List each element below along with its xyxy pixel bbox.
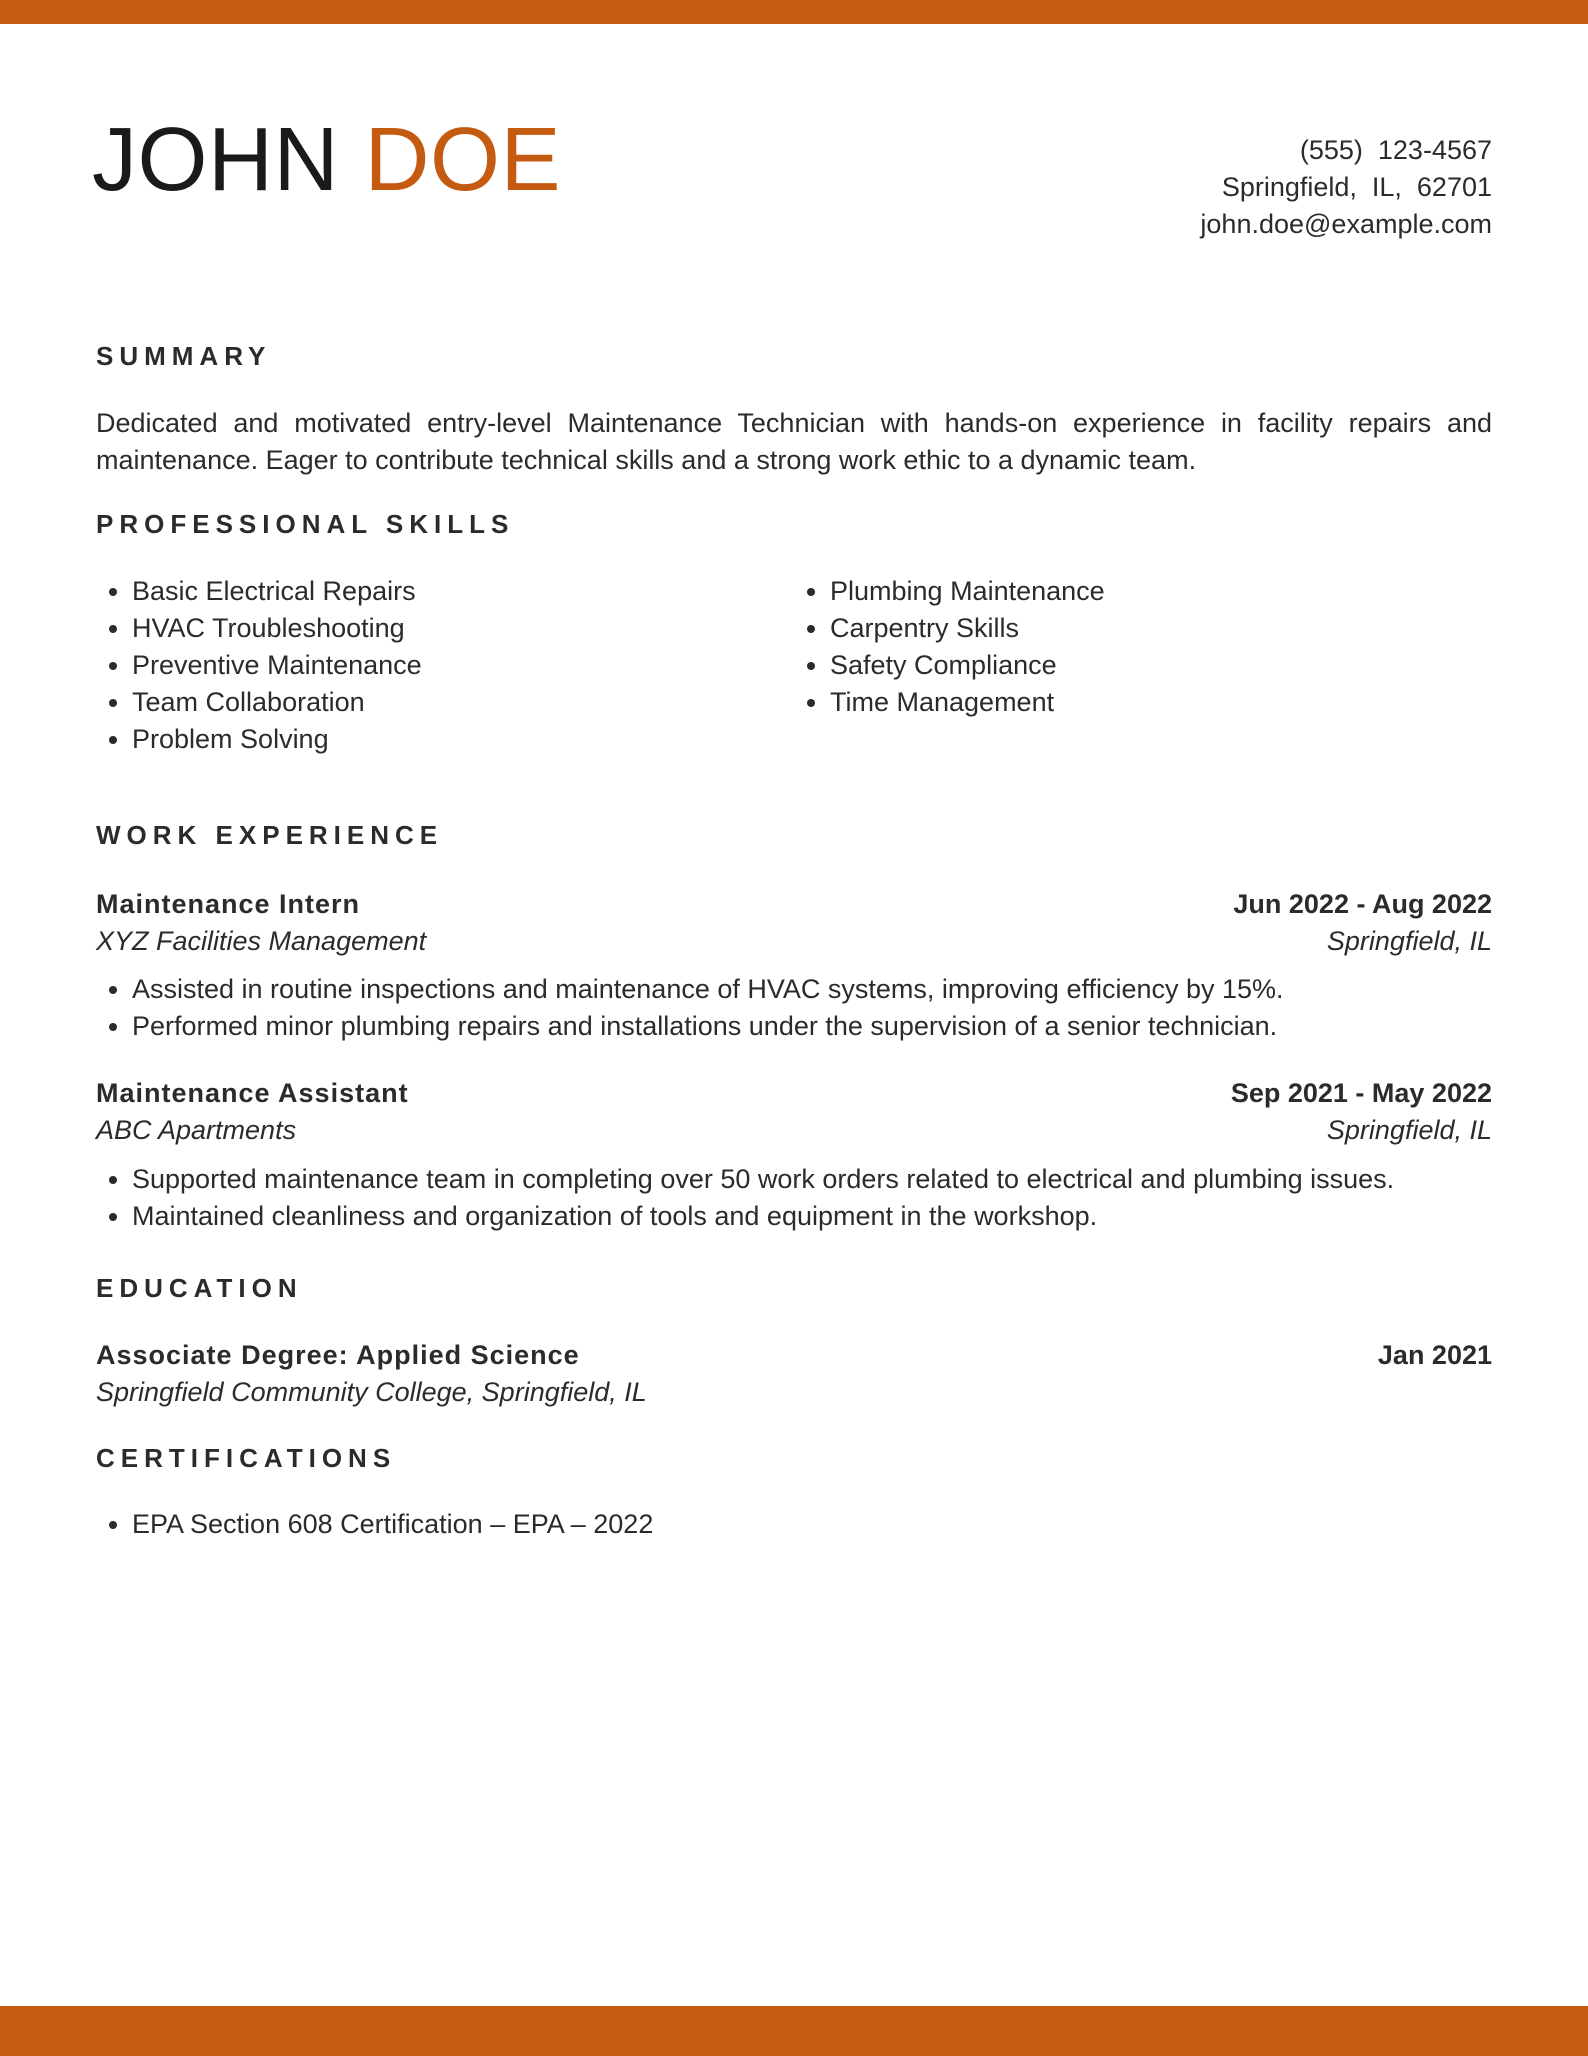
skill-item: • Safety Compliance [830,647,1470,684]
job-title: Maintenance Intern [96,889,361,919]
job-company: XYZ Facilities Management [96,926,427,956]
skill-item: • Time Management [830,684,1470,721]
skill-item: • Plumbing Maintenance [830,573,1470,610]
job-location: Springfield, IL [1326,926,1492,956]
degree: Associate Degree: Applied Science [96,1340,580,1370]
certifications-heading: CERTIFICATIONS [96,1443,397,1473]
skill-item: • Basic Electrical Repairs [132,573,772,610]
job-dates: Jun 2022 - Aug 2022 [1233,889,1492,919]
certifications-list [96,1506,1528,1543]
address: Springfield, IL, 62701 [1221,172,1492,202]
skills-list-right [794,573,1470,721]
skill-item: • HVAC Troubleshooting [132,610,772,647]
job-bullet: • Maintained cleanliness and organization of tools and equipment in the workshop. [132,1198,1528,1235]
phone-number: (555) 123-4567 [1299,135,1492,165]
job-bullet: • Supported maintenance team in completing over 50 work orders related to electrical and plumbing issues. [132,1161,1528,1198]
summary-heading: SUMMARY [96,341,272,371]
job-bullet: • Performed minor plumbing repairs and installations under the supervision of a senior technician. [132,1008,1528,1045]
job-location: Springfield, IL [1326,1115,1492,1145]
job-bullets [96,1161,1528,1235]
education-heading: EDUCATION [96,1273,303,1303]
skills-heading: PROFESSIONAL SKILLS [96,509,515,539]
summary-text: Dedicated and motivated entry-level Maintenance Technician with hands-on experience in facility repairs and maintenance. Eager to contribute technical skills and a strong work ethic to a dynamic team. [96,408,1492,475]
contact-info [1200,132,1492,243]
top-accent-bar [0,0,1588,24]
job-dates: Sep 2021 - May 2022 [1230,1078,1492,1108]
school: Springfield Community College, Springfield, IL [96,1377,647,1407]
skill-item: • Problem Solving [132,721,772,758]
skill-item: • Preventive Maintenance [132,647,772,684]
skills-list-left [96,573,772,758]
resume-header [92,110,1492,260]
education-date: Jan 2021 [1377,1340,1492,1370]
job-bullet: • Assisted in routine inspections and maintenance of HVAC systems, improving efficiency by 15%. [132,971,1528,1008]
job-company: ABC Apartments [96,1115,297,1145]
job-title: Maintenance Assistant [96,1078,409,1108]
bottom-accent-bar [0,2006,1588,2056]
certification-item: • EPA Section 608 Certification – EPA – 2022 [132,1506,1528,1543]
candidate-name [92,110,561,210]
first-name: JOHN [92,110,339,210]
last-name: DOE [364,110,562,210]
experience-heading: WORK EXPERIENCE [96,820,444,850]
email-address: john.doe@example.com [1200,209,1492,239]
skill-item: • Team Collaboration [132,684,772,721]
job-bullets [96,971,1528,1045]
skill-item: • Carpentry Skills [830,610,1470,647]
